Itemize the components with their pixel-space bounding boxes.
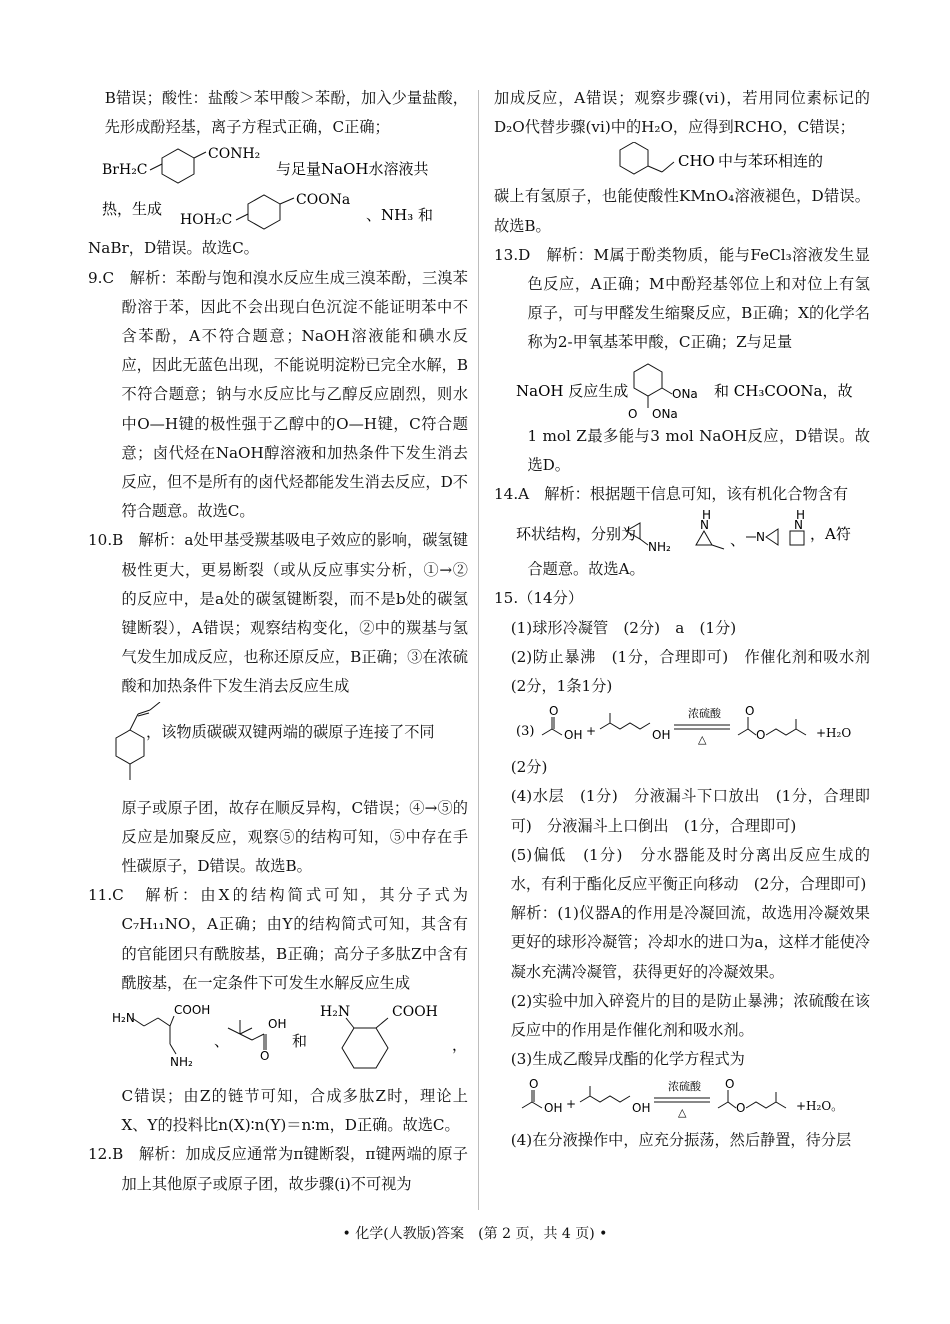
eq2-plus: + xyxy=(566,1097,577,1112)
q8-mol1-post: 与足量NaOH水溶液共 xyxy=(276,160,429,179)
q13-answer-b: 1 mol Z最多能与3 mol NaOH反应，D错误。故选D。 xyxy=(527,426,870,474)
q13-ona: ONa xyxy=(672,386,698,401)
q10-answer-a: 10.B 解析：a处甲基受羰基吸电子效应的影响，碳氢键极性更大，更易断裂（或从反应事实分析，①→②的反应中，是a处的碳氢键断裂，而不是b处的碳氢键断裂），A错误；观察结构变化，②中的羰基与氢气发生加成反应，也称还原反应，B正确；③在浓硫酸和加热条件下发生消去反应生成 xyxy=(88,531,468,696)
q11-sep: 、 xyxy=(214,1032,230,1051)
q15-part3-label: (3) xyxy=(516,724,535,740)
q15-heading: 15.（14分） xyxy=(494,589,584,608)
eq-plus: + xyxy=(586,724,597,739)
q14-answer-a: 14.A 解析：根据题干信息可知，该有机化合物含有 xyxy=(494,485,849,504)
page-footer: • 化学(人教版)答案 (第 2 页，共 4 页) • xyxy=(342,1226,608,1242)
bromomethyl-benzamide-structure xyxy=(88,144,468,186)
eq2-o3: O xyxy=(736,1101,746,1116)
q12-structure-row xyxy=(494,142,870,182)
q11-mol1-amine: H₂N xyxy=(112,1011,135,1026)
q15-analysis-1: 解析：(1)仪器A的作用是冷凝回流，故选用冷凝效果更好的球形冷凝管；冷却水的进口为a，这样才能使冷凝水充满冷凝管，获得更好的冷凝效果。 xyxy=(510,904,870,981)
eq2-o2: O xyxy=(725,1077,735,1092)
eq2-o: O xyxy=(529,1077,539,1092)
eq-h2o: +H₂O xyxy=(816,726,852,741)
q13-pre: NaOH 反应生成 xyxy=(516,381,629,400)
q13-ona2: ONa xyxy=(652,406,678,421)
eq2-heat: △ xyxy=(678,1106,687,1120)
q15-analysis-2: (2)实验中加入碎瓷片的目的是防止暴沸；浓硫酸在该反应中的作用是作催化剂和吸水剂。 xyxy=(510,991,870,1040)
q13-structure-row xyxy=(494,358,870,422)
q14-answer-c: 合题意。故选A。 xyxy=(527,560,645,579)
q8-mol2-group: COONa xyxy=(296,192,351,209)
eq2-oh: OH xyxy=(544,1101,563,1116)
q11-products-structures xyxy=(88,998,468,1082)
q8-structure-row-1 xyxy=(88,144,468,186)
methylstyrene-structure xyxy=(102,702,162,794)
q10-structure-row xyxy=(88,702,468,794)
q14-post: ，A符 xyxy=(810,525,851,544)
q15-analysis-3: (3)生成乙酸异戊酯的化学方程式为 xyxy=(510,1050,745,1069)
q15-analysis-4: (4)在分液操作中，应充分振荡，然后静置，待分层 xyxy=(510,1131,852,1150)
sodium-phenoxide-benzoate-structure xyxy=(494,358,870,422)
eq-o2: O xyxy=(745,704,755,719)
q11-mol3-amine: H₂N xyxy=(320,1004,351,1021)
q14-structure-row xyxy=(494,509,870,555)
q10-answer-b: ，该物质碳碳双键两端的碳原子连接了不同 xyxy=(146,722,435,741)
eq2-h2o: +H₂O。 xyxy=(796,1099,844,1114)
q11-and: 和 xyxy=(292,1032,308,1051)
eq2-oh2: OH xyxy=(632,1101,651,1116)
q11-mol1-acid: COOH xyxy=(174,1003,211,1018)
q14-n3: N xyxy=(794,518,803,533)
q8-mol2-post: 、NH₃ 和 xyxy=(366,206,433,225)
q11-comma: ， xyxy=(452,1036,468,1055)
esterification-equation xyxy=(494,701,870,753)
q8-mol1-group: CONH₂ xyxy=(208,146,261,163)
q8-mol2-left: HOH₂C xyxy=(180,212,233,229)
q15-equation-2 xyxy=(494,1074,870,1126)
q12-post: 中与苯环相连的 xyxy=(718,152,824,171)
q12-answer: 12.B 解析：加成反应通常为π键断裂，π键两端的原子加上其他原子或原子团，故步骤(ⅰ)不可视为 xyxy=(88,1145,468,1193)
q11-mol2-oh: OH xyxy=(268,1017,287,1032)
eq-o3: O xyxy=(756,728,766,743)
q11-structure-row xyxy=(88,998,468,1082)
q10-answer-c: 原子或原子团，故存在顺反异构，C错误；④→⑤的反应是加聚反应，观察⑤的结构可知，⑤中存在手性碳原子，D错误。故选B。 xyxy=(121,798,468,876)
q15-equation-1 xyxy=(494,701,870,753)
q8-text-d: NaBr，D错误。故选C。 xyxy=(88,239,259,258)
q14-ring-structures xyxy=(494,509,870,555)
q8-mol1-left: BrH₂C xyxy=(102,162,148,179)
right-column xyxy=(494,84,886,1156)
eq-oh2: OH xyxy=(652,728,671,743)
q9-answer: 9.C 解析：苯酚与饱和溴水反应生成三溴苯酚，三溴苯酚溶于苯，因此不会出现白色沉淀不能证明苯中不含苯酚，A不符合题意；NaOH溶液能和碘水反应，因此无蓝色出现，不能说明淀粉已完全水解，B不符合题意；钠与水反应比与乙醇反应剧烈，则水中O—H键的极性强于乙醇中的O—H键，C符合题意；卤代烃在NaOH醇溶液和加热条件下发生消去反应，但不是所有的卤代烃都能发生消去反应，D不符合题意。故选C。 xyxy=(88,268,468,521)
eq-catalyst: 浓硫酸 xyxy=(688,707,721,721)
q12-cho: CHO xyxy=(678,152,715,171)
phenylacetaldehyde-structure xyxy=(494,142,870,182)
q12-text-2: 碳上有氢原子，也能使酸性KMnO₄溶液褪色，D错误。故选B。 xyxy=(494,187,870,235)
q12-continued xyxy=(494,84,870,142)
q14-h1: H xyxy=(702,509,712,523)
q13-post: 和 CH₃COONa，故 xyxy=(714,381,853,400)
q8-mol2-pre: 热，生成 xyxy=(102,200,163,219)
q11-mol1-amine2: NH₂ xyxy=(170,1055,193,1070)
eq-o: O xyxy=(549,704,559,719)
q15-part4: (4)水层 (1分) 分液漏斗下口放出 (1分，合理即可) 分液漏斗上口倒出 (1分，合理即可) xyxy=(510,787,870,835)
q11-mol3-acid: COOH xyxy=(392,1004,438,1021)
q13-oxygen: O xyxy=(628,406,638,421)
q15-part3-score: (2分) xyxy=(510,758,548,777)
esterification-equation-2 xyxy=(494,1074,870,1126)
q14-n1: N xyxy=(700,518,709,533)
q14-nh2: NH₂ xyxy=(648,540,671,555)
q14-sep: 、 xyxy=(730,531,746,550)
q8-text-a: B错误；酸性：盐酸＞苯甲酸＞苯酚，加入少量盐酸，先形成酚羟基，离子方程式正确，C正确； xyxy=(104,89,468,137)
column-divider xyxy=(478,90,479,1210)
hydroxymethyl-benzoate-structure xyxy=(88,190,468,230)
q15-part1: (1)球形冷凝管 (2分) a (1分) xyxy=(510,618,737,637)
q14-pre: 环状结构，分别为 xyxy=(516,525,637,544)
q12-continued-text: 加成反应，A错误；观察步骤(ⅵ)，若用同位素标记的D₂O代替步骤(ⅵ)中的H₂O，应得到RCHO，C错误； xyxy=(494,89,870,137)
q11-answer-b: C错误；由Z的链节可知，合成多肽Z时，理论上X、Y的投料比n(X)∶n(Y)＝n∶m，D正确。故选C。 xyxy=(121,1087,468,1135)
q14-n2: N xyxy=(756,530,765,545)
q15-part5: (5)偏低 (1分) 分水器能及时分离出反应生成的水，有利于酯化反应平衡正向移动 (2分，合理即可) xyxy=(510,845,870,894)
eq-oh: OH xyxy=(564,728,583,743)
q13-answer-a: 13.D 解析：M属于酚类物质，能与FeCl₃溶液发生显色反应，A正确；M中酚羟基邻位上和对位上有氢原子，可与甲醛发生缩聚反应，B正确；X的化学名称为2-甲氧基苯甲酸，C正确；Z与足量 xyxy=(494,245,870,352)
q15-part2: (2)防止暴沸 (1分，合理即可) 作催化剂和吸水剂 (2分，1条1分) xyxy=(510,647,886,696)
q11-answer-a: 11.C 解析：由X的结构简式可知，其分子式为C₇H₁₁NO，A正确；由Y的结构简式可知，其含有的官能团只有酰胺基，B正确；高分子多肽Z中含有酰胺基，在一定条件下可发生水解反应生成 xyxy=(88,886,468,992)
eq2-catalyst: 浓硫酸 xyxy=(668,1080,701,1094)
left-column xyxy=(88,84,468,1199)
q8-structure-row-2 xyxy=(88,190,468,230)
q11-mol2-oxygen: O xyxy=(260,1049,270,1064)
q14-h2: H xyxy=(796,509,806,523)
eq-heat: △ xyxy=(698,733,707,747)
